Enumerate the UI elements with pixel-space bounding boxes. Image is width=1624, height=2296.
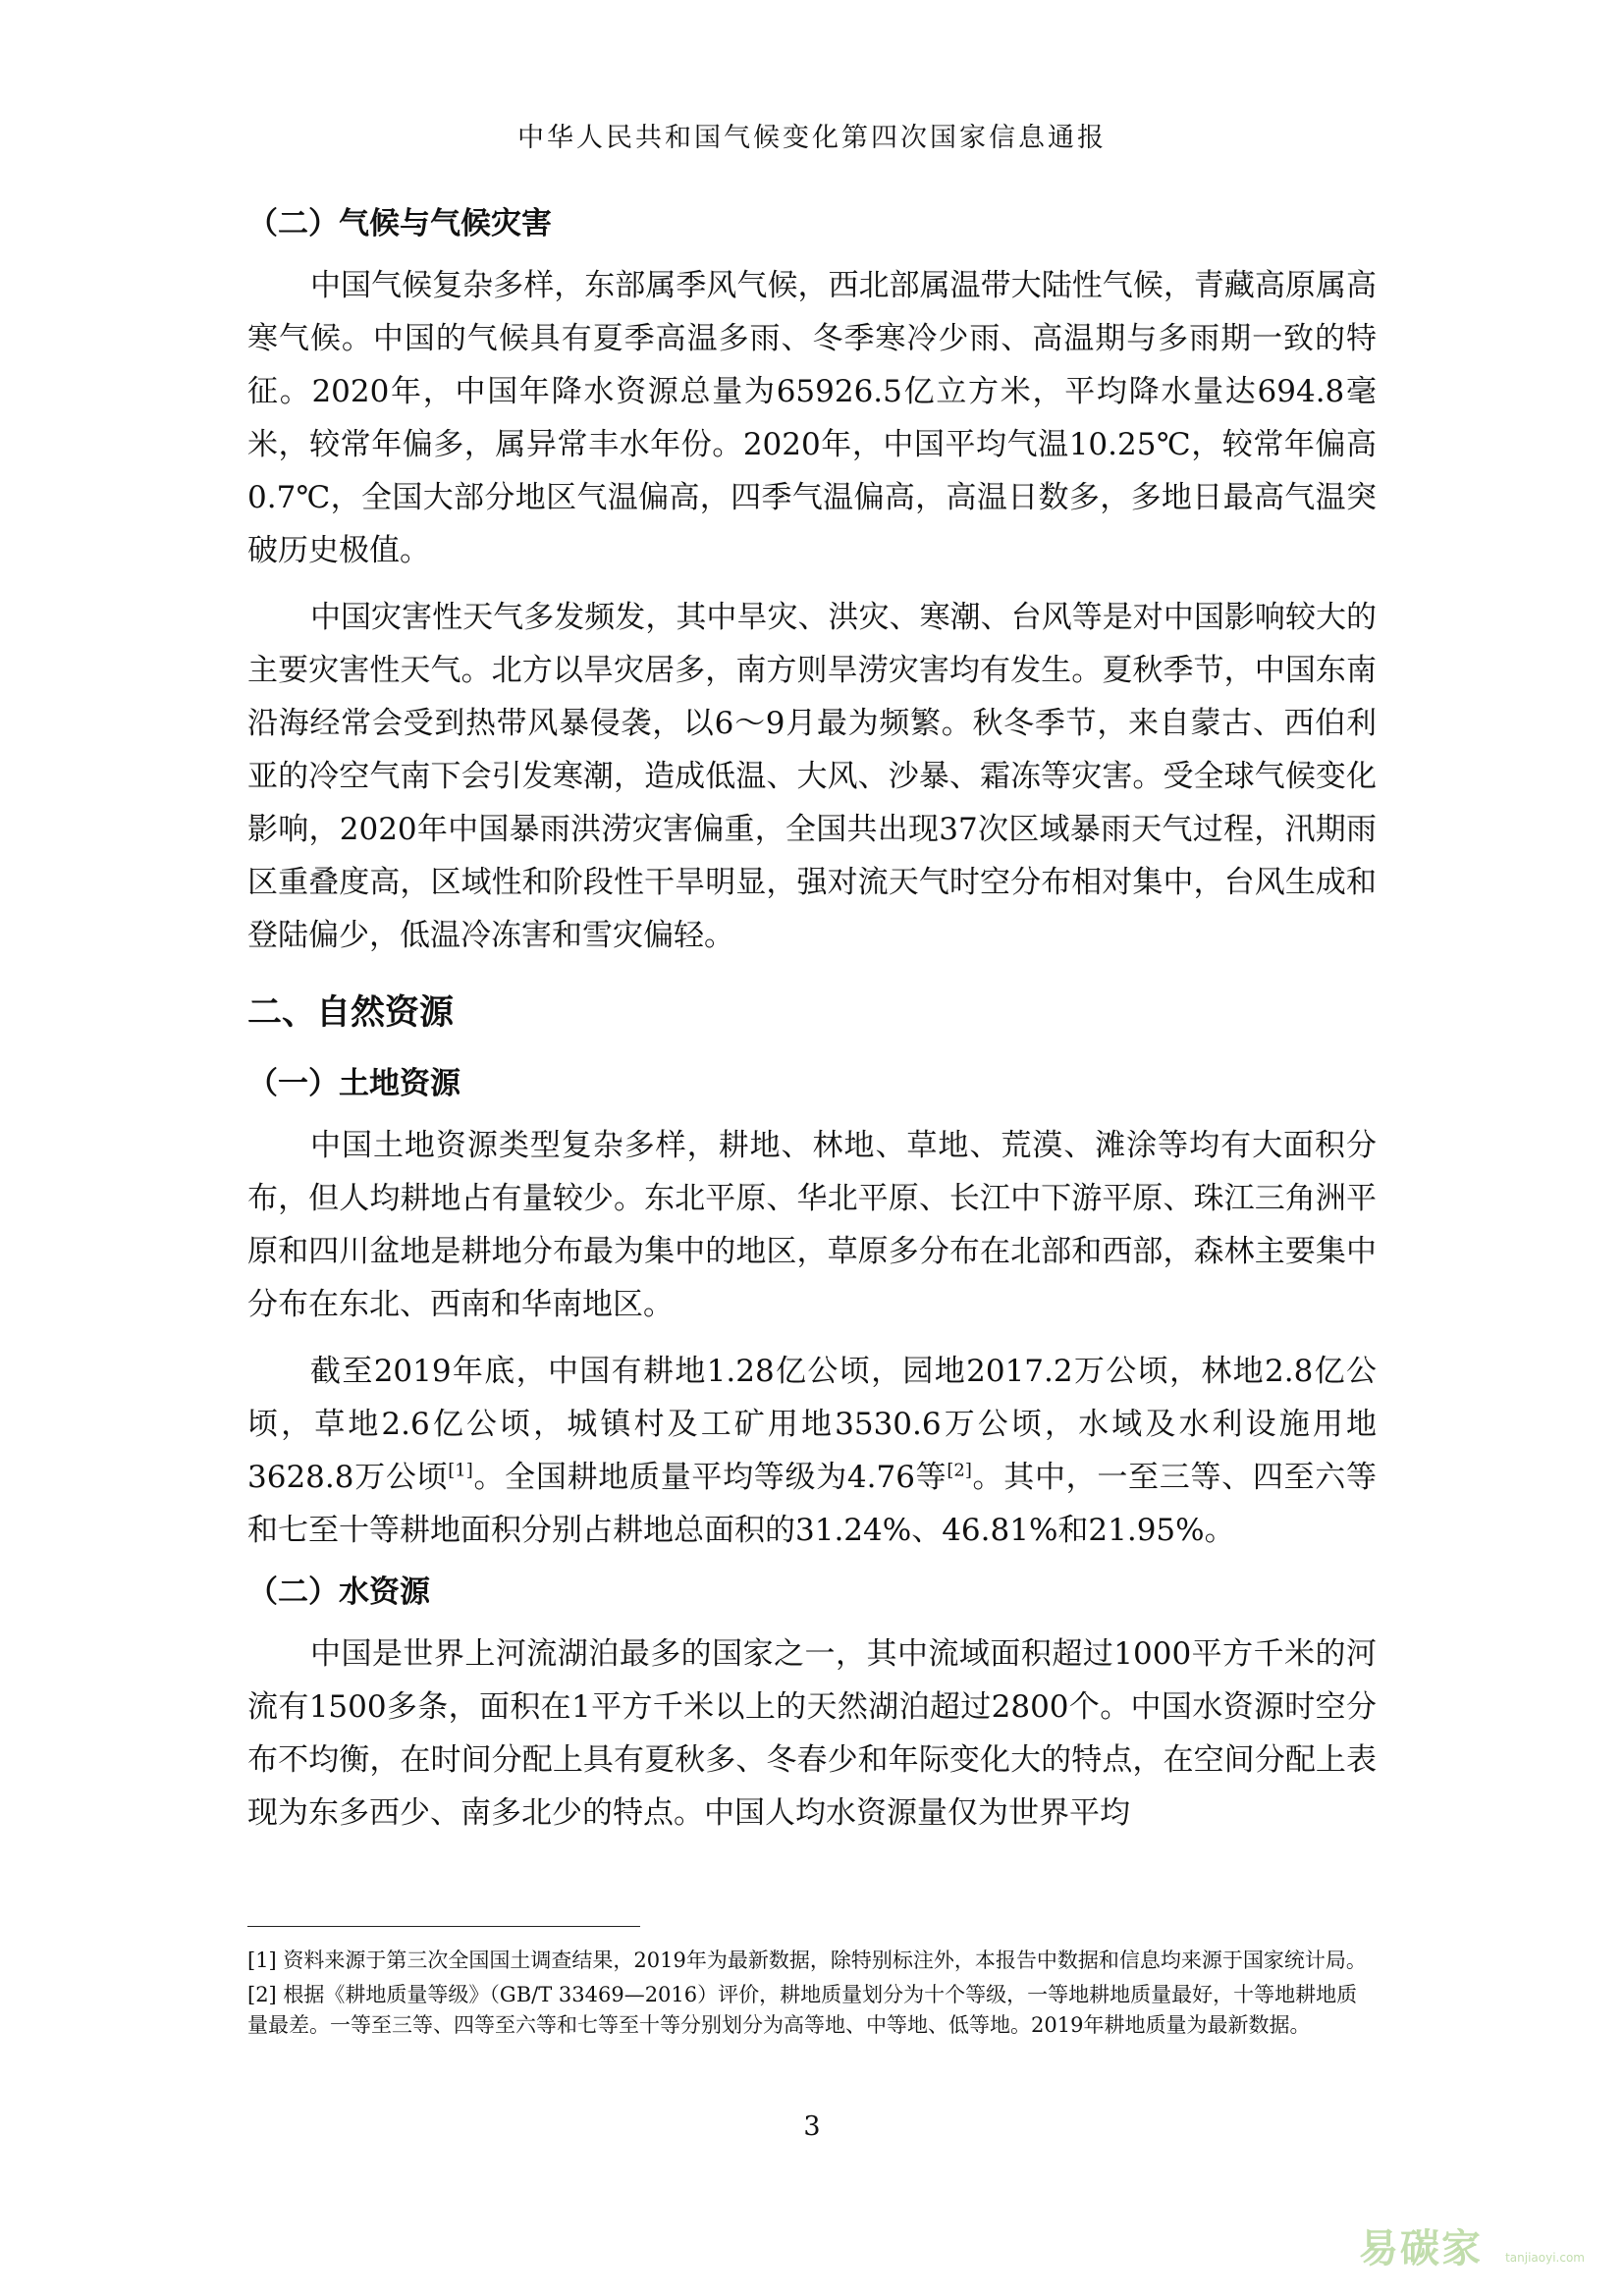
paragraph-land-1: 中国土地资源类型复杂多样，耕地、林地、草地、荒漠、滩涂等均有大面积分布，但人均耕地占有量较少。东北平原、华北平原、长江中下游平原、珠江三角洲平原和四川盆地是耕地分布最为集中的地区，草原多分布在北部和西部，森林主要集中分布在东北、西南和华南地区。 [247, 1128, 1377, 1322]
paragraph-climate-1: 中国气候复杂多样，东部属季风气候，西北部属温带大陆性气候，青藏高原属高寒气候。中国的气候具有夏季高温多雨、冬季寒冷少雨、高温期与多雨期一致的特征。2020年，中国年降水资源总量为65926.5亿立方米，平均降水量达694.8毫米，较常年偏多，属异常丰水年份。2020年，中国平均气温10.25℃，较常年偏高0.7℃，全国大部分地区气温偏高，四季气温偏高，高温日数多，多地日最高气温突破历史极值。 [247, 268, 1377, 568]
footnote-divider [247, 1926, 640, 1927]
page-number: 3 [803, 2111, 821, 2142]
heading-land-resources: （一）土地资源 [247, 1066, 460, 1101]
footnote-1: [1] 资料来源于第三次全国国土调查结果，2019年为最新数据，除特别标注外，本报告中数据和信息均来源于国家统计局。 [247, 1949, 1367, 1972]
paragraph-land-2 [247, 1345, 1377, 1557]
watermark-url: tanjiaoyi.com [1505, 2251, 1585, 2265]
footnotes [247, 1946, 1377, 2045]
paragraph-climate-2: 中国灾害性天气多发频发，其中旱灾、洪灾、寒潮、台风等是对中国影响较大的主要灾害性天气。北方以旱灾居多，南方则旱涝灾害均有发生。夏秋季节，中国东南沿海经常会受到热带风暴侵袭，以6～9月最为频繁。秋冬季节，来自蒙古、西伯利亚的冷空气南下会引发寒潮，造成低温、大风、沙暴、霜冻等灾害。受全球气候变化影响，2020年中国暴雨洪涝灾害偏重，全国共出现37次区域暴雨天气过程，汛期雨区重叠度高，区域性和阶段性干旱明显，强对流天气时空分布相对集中，台风生成和登陆偏少，低温冷冻害和雪灾偏轻。 [247, 600, 1377, 953]
running-header: 中华人民共和国气候变化第四次国家信息通报 [517, 123, 1107, 153]
watermark-logo-text: 易碳家 [1359, 2226, 1483, 2271]
paragraph-land-2-part-a: 截至2019年底，中国有耕地1.28亿公顷，园地2017.2万公顷，林地2.8亿公顷，草地2.6亿公顷，城镇村及工矿用地3530.6万公顷，水域及水利设施用地3628.8万公顷 [247, 1354, 1377, 1495]
footnote-ref-1: [1] [448, 1460, 473, 1481]
heading-water-resources: （二）水资源 [247, 1575, 430, 1610]
heading-climate: （二）气候与气候灾害 [247, 206, 552, 241]
paragraph-land-2-part-b: 。全国耕地质量平均等级为4.76等 [472, 1460, 947, 1495]
heading-natural-resources: 二、自然资源 [247, 993, 455, 1033]
watermark-logo [1359, 2216, 1585, 2274]
paragraph-land-2-part-c: 。其中，一至三等、四至六等和七至十等耕地面积分别占耕地总面积的31.24%、46.81%和21.95%。 [247, 1460, 1377, 1548]
footnote-ref-2: [2] [947, 1460, 972, 1481]
paragraph-water-1: 中国是世界上河流湖泊最多的国家之一，其中流域面积超过1000平方千米的河流有1500多条，面积在1平方千米以上的天然湖泊超过2800个。中国水资源时空分布不均衡，在时间分配上具有夏秋多、冬春少和年际变化大的特点，在空间分配上表现为东多西少、南多北少的特点。中国人均水资源量仅为世界平均 [247, 1636, 1377, 1831]
footnote-2: [2] 根据《耕地质量等级》（GB/T 33469—2016）评价，耕地质量划分为十个等级，一等地耕地质量最好，十等地耕地质量最差。一等至三等、四等至六等和七等至十等分别划分为高等地、中等地、低等地。2019年耕地质量为最新数据。 [247, 1983, 1358, 2037]
main-content [247, 196, 1377, 1840]
